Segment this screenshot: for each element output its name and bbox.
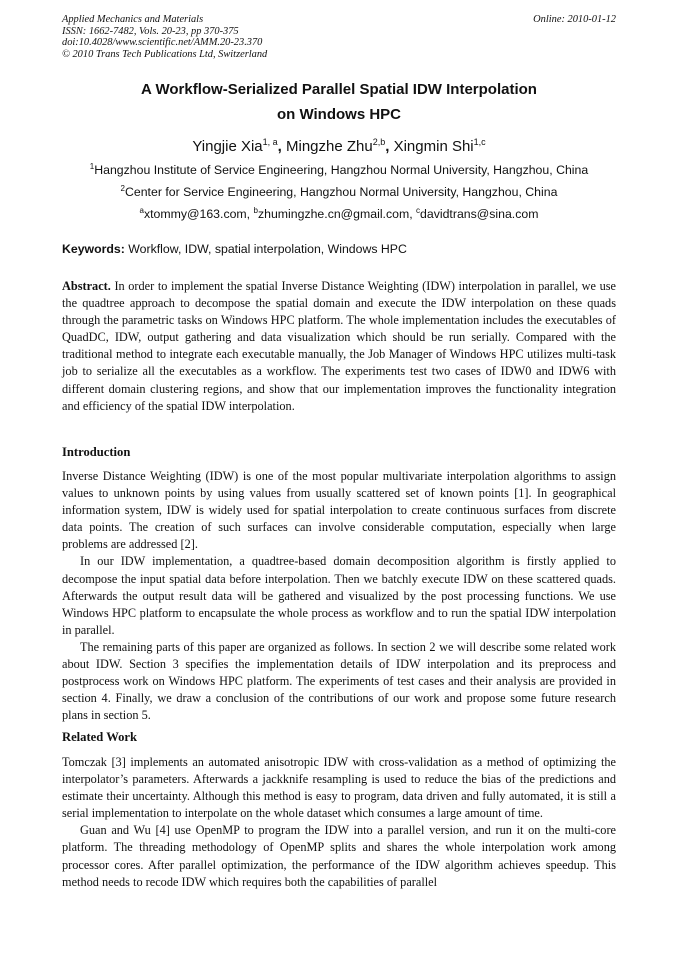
issn-line: ISSN: 1662-7482, Vols. 20-23, pp 370-375 [62, 25, 239, 37]
introduction-body [62, 468, 616, 724]
abstract [62, 278, 616, 415]
journal-header [62, 14, 616, 60]
related-work-body [62, 754, 616, 891]
keywords [62, 242, 616, 256]
email-sup: b [253, 206, 258, 215]
paragraph: Guan and Wu [4] use OpenMP to program the IDW into a parallel version, and run it on the multi-core platform. The threading methodology of OpenMP splits and shares the whole interpolation work among processor cores. After parallel optimization, the performance of the IDW algorithm achieves speedup. This method needs to recode IDW which requires both the capabilities of parallel [62, 823, 616, 889]
affiliation-text: Hangzhou Institute of Service Engineering, Hangzhou Normal University, Hangzhou, China [94, 163, 589, 177]
paragraph: Tomczak [3] implements an automated anisotropic IDW with cross-validation as a method of optimizing the interpolator’s parameters. Afterwards a jackknife resampling is used to reduce the bias of the predictions and estimate their uncertainty. Although this method is easy to program, data driven and fully automated, it is still a serial implementation to interpolate on the whole dataset which consumes a large amount of time. [62, 755, 616, 821]
author-name: Xingmin Shi [393, 138, 474, 155]
affiliation-sup: 2 [120, 184, 125, 193]
section-heading-introduction: Introduction [62, 445, 131, 459]
author-affil-sup: 1, a [262, 137, 278, 147]
paragraph: Inverse Distance Weighting (IDW) is one of the most popular multivariate interpolation algorithms to assign values to unknown points by using values from usually scattered set of known points [1]. In geographical information system, IDW is widely used for spatial interpolation to create continuous surfaces from discrete data points. The creation of such surfaces can involve considerable computation, especially when large problems are addressed [2]. [62, 469, 616, 552]
author-name: Yingjie Xia [192, 138, 263, 155]
doi-line: doi:10.4028/www.scientific.net/AMM.20-23.370 [62, 37, 263, 49]
email-sup: a [139, 206, 144, 215]
paragraph: The remaining parts of this paper are organized as follows. In section 2 we will describe some related work about IDW. Section 3 specifies the implementation details of IDW interpolation and its preprocess and postprocess work on Windows HPC platform. The experiments of test cases and their analysis are provided in section 4. Finally, we draw a conclusion of the contributions of our work and propose some future research plans in section 5. [62, 639, 616, 723]
author-list: Yingjie Xia$^{1, a}$, Mingzhe Zhu$^{2,b}$, Xingmin Shi$^{1,c}$ [192, 137, 486, 155]
author-affil-sup: 2,b [372, 137, 386, 147]
keywords-label: Keywords: [62, 242, 125, 256]
paragraph: In our IDW implementation, a quadtree-based domain decomposition algorithm is firstly applied to decompose the input spatial data before interpolation. Then we batchly execute IDW on these scattered quads. Afterwards the output result data will be gathered and visualized by the post processing functions. We use Windows HPC platform to encapsulate the whole process as workflow and to run the spatial IDW interpolation in parallel. [62, 554, 616, 637]
email-text: davidtrans@sina.com [420, 207, 539, 221]
abstract-text: In order to implement the spatial Inverse Distance Weighting (IDW) interpolation in parallel, we use the quadtree approach to decompose the spatial domain and execute the IDW interpolation on these quads through the parametric tasks on Windows HPC platform. The whole implementation includes the executables of QuadDC, IDW, output gathering and data visualization which should be run serially. Compared with the traditional method to integrate each executable manually, the Job Manager of Windows HPC utilizes multi-task job to serialize all the executables as a workflow. The experiments test two cases of IDW0 and IDW6 with different domain clustering regions, and show that our implementation improves the functionality integration and efficiency of the spatial IDW interpolation. [62, 279, 616, 413]
paper-title-line-2: on Windows HPC [276, 106, 402, 123]
abstract-label: Abstract. [62, 279, 111, 293]
affiliation-1 [20, 163, 658, 178]
paper-title-line-1: A Workflow-Serialized Parallel Spatial IDW Interpolation [141, 81, 537, 98]
author-affil-sup: 1,c [473, 137, 486, 147]
keywords-text: Workflow, IDW, spatial interpolation, Windows HPC [124, 242, 407, 256]
email-sup: c [416, 206, 421, 215]
affiliation-sup: 1 [89, 162, 95, 171]
affiliation-2 [20, 185, 658, 200]
copyright-line: © 2010 Trans Tech Publications Ltd, Switzerland [62, 48, 268, 60]
journal-name: Applied Mechanics and Materials [62, 14, 204, 25]
affiliation-text: Center for Service Engineering, Hangzhou Normal University, Hangzhou, China [125, 185, 558, 199]
email-line [20, 207, 658, 222]
online-date: Online: 2010-01-12 [533, 14, 616, 25]
section-heading-related-work: Related Work [62, 730, 137, 744]
email-text: zhumingzhe.cn@gmail.com, [257, 207, 417, 221]
email-text: xtommy@163.com, [143, 207, 254, 221]
author-name: Mingzhe Zhu [286, 138, 373, 155]
